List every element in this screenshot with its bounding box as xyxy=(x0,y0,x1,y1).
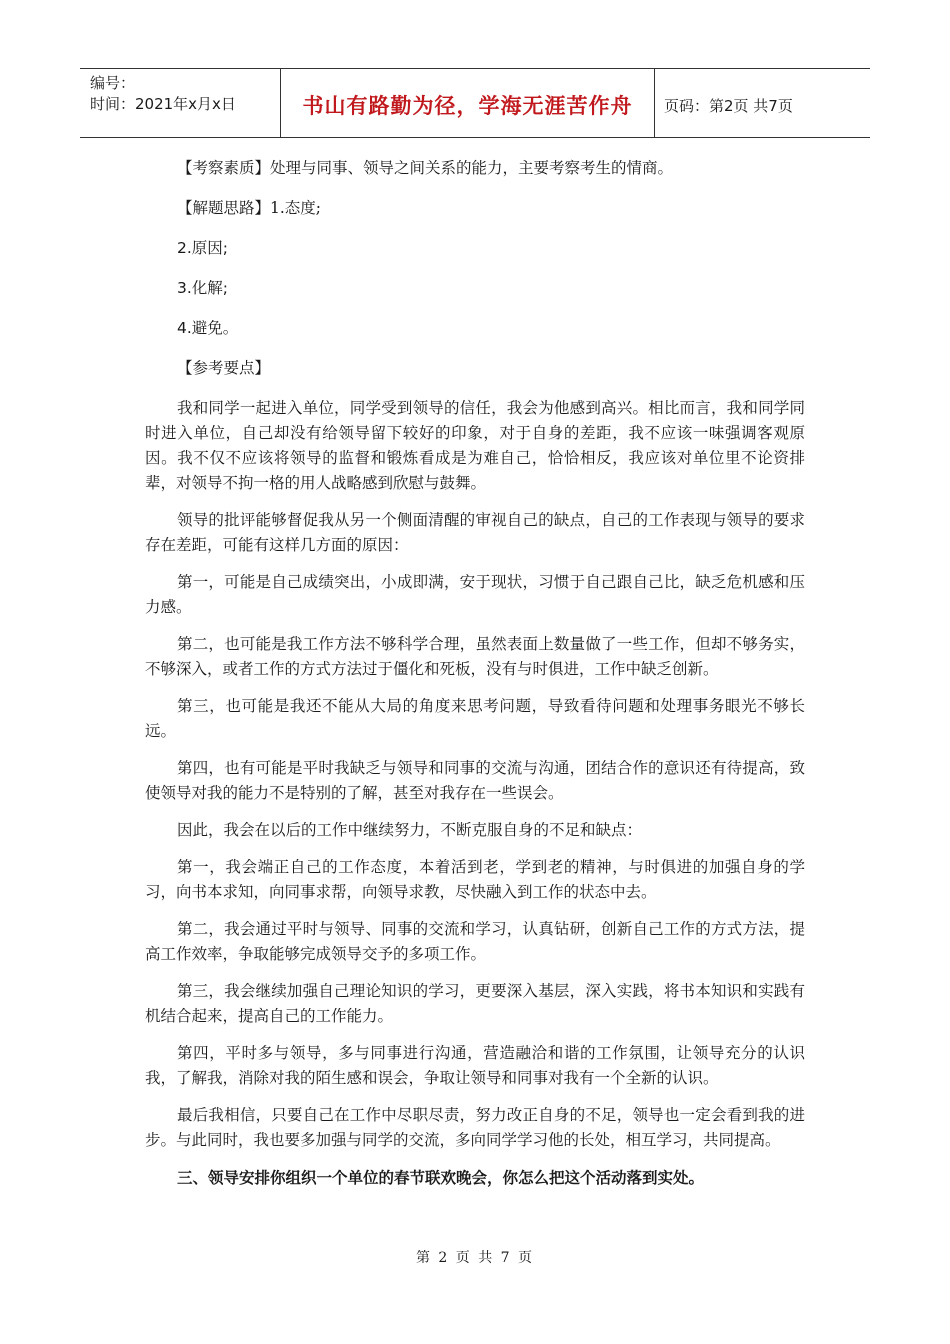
paragraph-reference-heading: 【参考要点】 xyxy=(177,359,271,377)
paragraph-body: 第四，平时多与领导，多与同事进行沟通，营造融洽和谐的工作氛围，让领导充分的认识我，了解我，消除对我的陌生感和误会，争取让领导和同事对我有一个全新的认识。 xyxy=(145,1044,805,1087)
header-motto: 书山有路勤为径，学海无涯苦作舟 xyxy=(281,69,655,137)
paragraph-body: 因此，我会在以后的工作中继续努力，不断克服自身的不足和缺点： xyxy=(177,821,643,839)
number-label: 编号： xyxy=(90,74,136,92)
paragraph-step-2: 2.原因; xyxy=(177,239,229,257)
paragraph-body: 领导的批评能够督促我从另一个侧面清醒的审视自己的缺点，自己的工作表现与领导的要求存在差距，可能有这样几方面的原因： xyxy=(145,511,805,554)
paragraph-body: 第四，也有可能是平时我缺乏与领导和同事的交流与沟通，团结合作的意识还有待提高，致使领导对我的能力不是特别的了解，甚至对我存在一些误会。 xyxy=(145,759,805,802)
paragraph-step-3: 3.化解; xyxy=(177,279,229,297)
paragraph-body: 第一，我会端正自己的工作态度，本着活到老，学到老的精神，与时俱进的加强自身的学习，向书本求知，向同事求帮，向领导求教，尽快融入到工作的状态中去。 xyxy=(145,858,805,901)
page-header xyxy=(80,68,870,138)
paragraph-approach: 【解题思路】1.态度; xyxy=(177,199,322,217)
question-heading: 三、领导安排你组织一个单位的春节联欢晚会，你怎么把这个活动落到实处。 xyxy=(177,1168,705,1187)
paragraph-quality: 【考察素质】处理与同事、领导之间关系的能力，主要考察考生的情商。 xyxy=(177,159,674,177)
paragraph-step-4: 4.避免。 xyxy=(177,319,239,337)
document-body xyxy=(145,156,805,1202)
paragraph-body: 最后我相信，只要自己在工作中尽职尽责，努力改正自身的不足，领导也一定会看到我的进步。与此同时，我也要多加强与同学的交流，多向同学学习他的长处，相互学习，共同提高。 xyxy=(145,1106,805,1149)
paragraph-body: 第一，可能是自己成绩突出，小成即满，安于现状，习惯于自己跟自己比，缺乏危机感和压力感。 xyxy=(145,573,805,616)
page-footer: 第 2 页 共 7 页 xyxy=(415,1250,535,1266)
paragraph-body: 第二，我会通过平时与领导、同事的交流和学习，认真钻研，创新自己工作的方式方法，提高工作效率，争取能够完成领导交予的多项工作。 xyxy=(145,920,805,963)
header-meta xyxy=(80,69,281,137)
paragraph-body: 第二，也可能是我工作方法不够科学合理，虽然表面上数量做了一些工作，但却不够务实，不够深入，或者工作的方式方法过于僵化和死板，没有与时俱进，工作中缺乏创新。 xyxy=(145,635,805,678)
paragraph-body: 第三，我会继续加强自己理论知识的学习，更要深入基层，深入实践，将书本知识和实践有机结合起来，提高自己的工作能力。 xyxy=(145,982,805,1025)
header-page-info: 页码：第2页 共7页 xyxy=(664,96,793,115)
paragraph-body: 第三，也可能是我还不能从大局的角度来思考问题，导致看待问题和处理事务眼光不够长远。 xyxy=(145,697,805,740)
paragraph-body: 我和同学一起进入单位，同学受到领导的信任，我会为他感到高兴。相比而言，我和同学同时进入单位，自己却没有给领导留下较好的印象，对于自身的差距，我不应该一味强调客观原因。我不仅不应该将领导的监督和锻炼看成是为难自己，恰恰相反，我应该对单位里不论资排辈，对领导不拘一格的用人战略感到欣慰与鼓舞。 xyxy=(145,399,805,492)
time-label: 时间：2021年x月x日 xyxy=(90,95,236,113)
